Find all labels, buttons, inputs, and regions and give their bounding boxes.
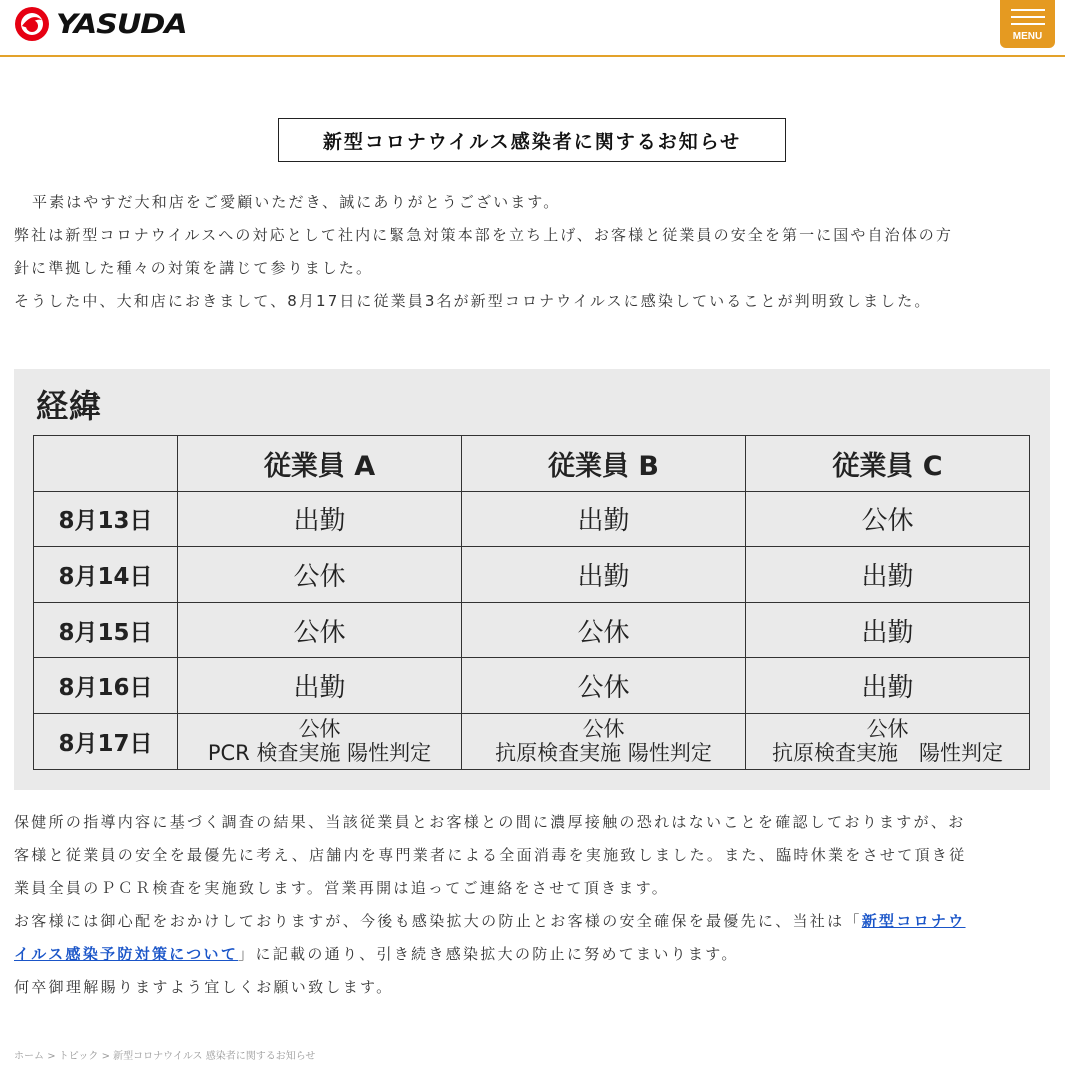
status-detail: 抗原検査実施 陽性判定 [772, 741, 1003, 766]
table-header-cell: 従業員 B [462, 436, 746, 492]
intro-line: 平素はやすだ大和店をご愛顧いただき、誠にありがとうございます。 [32, 193, 561, 211]
menu-label: MENU [1012, 31, 1043, 42]
body-line [14, 905, 1054, 938]
status-line: 公休 [582, 717, 625, 742]
body-text-segment: 」に記載の通り、引き続き感染拡大の防止に努めてまいります。 [238, 945, 739, 963]
table-row [34, 491, 1030, 547]
status-cell: 公休 [746, 491, 1030, 547]
body-line: 何卒御理解賜りますよう宜しくお願い致します。 [14, 978, 394, 996]
status-cell: 出勤 [178, 658, 462, 714]
date-cell: 8月13日 [34, 491, 178, 547]
prevention-policy-link[interactable]: イルス感染予防対策について [14, 945, 239, 963]
status-line: 公休 [866, 717, 909, 742]
menu-button[interactable] [1000, 0, 1055, 48]
table-row [34, 547, 1030, 603]
body-text-segment: お客様には御心配をおかけしておりますが、今後も感染拡大の防止とお客様の安全確保を最優先に、当社は「 [14, 912, 862, 930]
site-logo[interactable] [14, 6, 187, 42]
table-header-cell [34, 436, 178, 492]
breadcrumb-separator: > [47, 1051, 56, 1062]
intro-text [14, 186, 1054, 318]
breadcrumb-topics[interactable]: トピック [58, 1051, 99, 1062]
table-row [34, 713, 1030, 769]
table-row [34, 658, 1030, 714]
status-cell: 出勤 [462, 547, 746, 603]
date-cell: 8月14日 [34, 547, 178, 603]
status-cell: 出勤 [746, 602, 1030, 658]
date-cell: 8月15日 [34, 602, 178, 658]
body-line: 業員全員のＰＣＲ検査を実施致します。営業再開は追ってご連絡をさせて頂きます。 [14, 879, 670, 897]
prevention-policy-link[interactable]: 新型コロナウ [861, 912, 966, 930]
body-line [14, 938, 1054, 971]
intro-line: 弊社は新型コロナウイルスへの対応として社内に緊急対策本部を立ち上げ、お客様と従業員の安全を第一に国や自治体の方 [14, 226, 954, 244]
intro-line: 針に準拠した種々の対策を講じて参りました。 [14, 259, 374, 277]
hamburger-icon [1011, 9, 1045, 25]
timeline-heading: 経緯 [36, 387, 103, 425]
logo-text: YASUDA [56, 8, 187, 40]
status-line: 公休 [298, 717, 341, 742]
yasuda-logo-icon [14, 6, 50, 42]
body-line: 客様と従業員の安全を最優先に考え、店舗内を専門業者による全面消毒を実施致しました。また、臨時休業をさせて頂き従 [14, 846, 967, 864]
intro-line: そうした中、大和店におきまして、8月17日に従業員3名が新型コロナウイルスに感染していることが判明致しました。 [14, 292, 932, 310]
status-detail: 抗原検査実施 陽性判定 [495, 741, 712, 766]
date-cell: 8月17日 [34, 713, 178, 769]
body-line: 保健所の指導内容に基づく調査の結果、当該従業員とお客様との間に濃厚接触の恐れはないことを確認しておりますが、お [14, 813, 966, 831]
table-header-cell: 従業員 A [178, 436, 462, 492]
timeline-table [33, 435, 1030, 770]
status-cell: 公休 [178, 602, 462, 658]
status-cell: 公休 [462, 602, 746, 658]
status-cell: 出勤 [462, 491, 746, 547]
breadcrumb [14, 1047, 315, 1062]
status-cell: 公休 [178, 547, 462, 603]
status-cell: 出勤 [746, 658, 1030, 714]
status-detail: PCR 検査実施 陽性判定 [207, 741, 432, 766]
status-cell [746, 713, 1030, 769]
status-cell [462, 713, 746, 769]
status-cell: 公休 [462, 658, 746, 714]
timeline-panel [14, 369, 1050, 790]
status-cell: 出勤 [178, 491, 462, 547]
status-cell: 出勤 [746, 547, 1030, 603]
date-cell: 8月16日 [34, 658, 178, 714]
breadcrumb-separator: > [101, 1051, 110, 1062]
table-header-row [34, 436, 1030, 492]
table-row [34, 602, 1030, 658]
site-header [0, 0, 1065, 57]
breadcrumb-home[interactable]: ホーム [14, 1051, 44, 1062]
page-title: 新型コロナウイルス感染者に関するお知らせ [278, 118, 786, 162]
breadcrumb-current: 新型コロナウイルス 感染者に関するお知らせ [113, 1051, 316, 1062]
notice-body [14, 806, 1054, 1004]
status-cell [178, 713, 462, 769]
table-header-cell: 従業員 C [746, 436, 1030, 492]
